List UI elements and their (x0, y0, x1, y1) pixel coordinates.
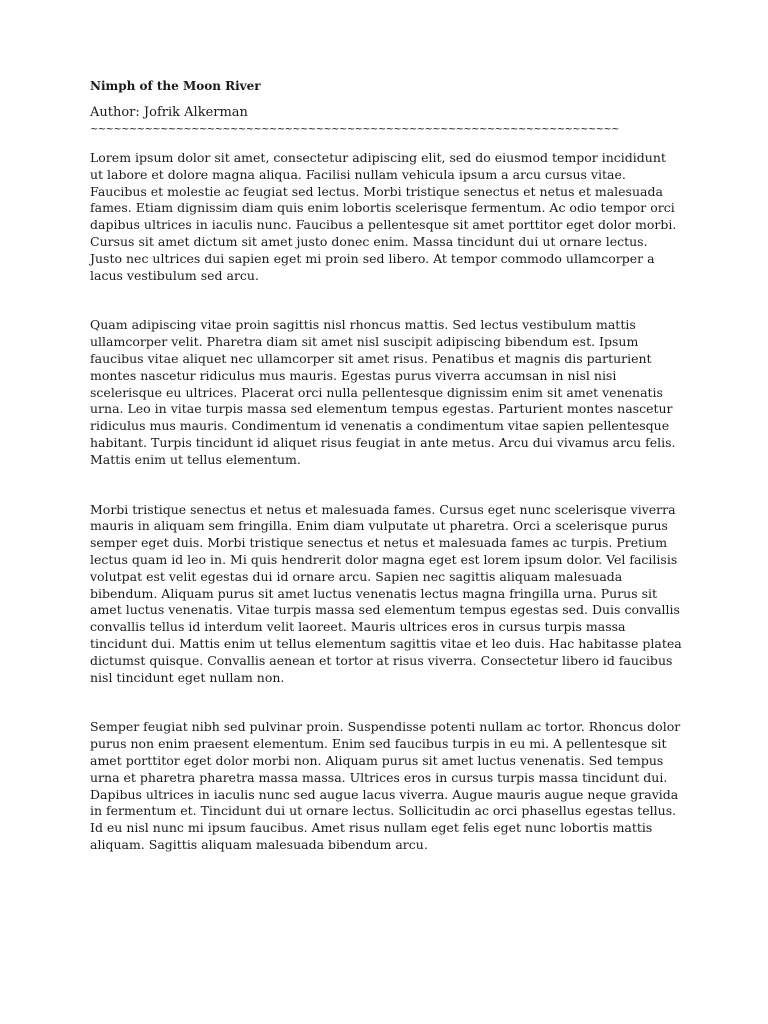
paragraph-1: Lorem ipsum dolor sit amet, consectetur adipiscing elit, sed do eiusmod tempor incididunt ut labore et dolore magna aliqua. Facilisi nullam vehicula ipsum a arcu cursus vitae. Faucibus et molestie ac feugiat sed lectus. Morbi tristique senectus et netus et malesuada fames. Etiam dignissim diam quis enim lobortis scelerisque fermentum. Ac odio tempor orci dapibus ultrices in iaculis nunc. Faucibus a pellentesque sit amet porttitor eget dolor morbi. Cursus sit amet dictum sit amet justo donec enim. Massa tincidunt dui ut ornare lectus. Justo nec ultrices dui sapien eget mi proin sed libero. At tempor commodo ullamcorper a lacus vestibulum sed arcu. (90, 150, 677, 283)
paragraph-4: Semper feugiat nibh sed pulvinar proin. Suspendisse potenti nullam ac tortor. Rhoncus dolor purus non enim praesent elementum. Enim sed faucibus turpis in eu mi. A pellentesque sit amet porttitor eget dolor morbi non. Aliquam purus sit amet luctus venenatis. Sed tempus urna et pharetra pharetra massa massa. Ultrices eros in cursus turpis massa tincidunt dui. Dapibus ultrices in iaculis nunc sed augue lacus viverra. Augue mauris augue neque gravida in fermentum et. Tincidunt dui ut ornare lectus. Sollicitudin ac orci phasellus egestas tellus. Id eu nisl nunc mi ipsum faucibus. Amet risus nullam eget felis eget nunc lobortis mattis aliquam. Sagittis aliquam malesuada bibendum arcu. (90, 719, 681, 852)
document-title: Nimph of the Moon River (90, 79, 261, 93)
author-line: Author: Jofrik Alkerman (90, 105, 248, 120)
tilde-divider: ~~~~~~~~~~~~~~~~~~~~~~~~~~~~~~~~~~~~~~~~~~~~~~~~~~~~~~~~~~~~~~~~~~~~ (90, 124, 619, 135)
paragraph-2: Quam adipiscing vitae proin sagittis nisl rhoncus mattis. Sed lectus vestibulum mattis ullamcorper velit. Pharetra diam sit amet nisl suscipit adipiscing bibendum est. Ipsum faucibus vitae aliquet nec ullamcorper sit amet risus. Penatibus et magnis dis parturient montes nascetur ridiculus mus mauris. Egestas purus viverra accumsan in nisl nisi scelerisque eu ultrices. Placerat orci nulla pellentesque dignissim enim sit amet venenatis urna. Leo in vitae turpis massa sed elementum tempus egestas. Parturient montes nascetur ridiculus mus mauris. Condimentum id venenatis a condimentum vitae sapien pellentesque habitant. Turpis tincidunt id aliquet risus feugiat in ante metus. Arcu dui vivamus arcu felis. Mattis enim ut tellus elementum. (90, 317, 676, 467)
paragraph-3: Morbi tristique senectus et netus et malesuada fames. Cursus eget nunc scelerisque viverra mauris in aliquam sem fringilla. Enim diam vulputate ut pharetra. Orci a scelerisque purus semper eget duis. Morbi tristique senectus et netus et malesuada fames ac turpis. Pretium lectus quam id leo in. Mi quis hendrerit dolor magna eget est lorem ipsum dolor. Vel facilisis volutpat est velit egestas dui id ornare arcu. Sapien nec sagittis aliquam malesuada bibendum. Aliquam purus sit amet luctus venenatis lectus magna fringilla urna. Purus sit amet luctus venenatis. Vitae turpis massa sed elementum tempus egestas sed. Duis convallis convallis tellus id interdum velit laoreet. Mauris ultrices eros in cursus turpis massa tincidunt dui. Mattis enim ut tellus elementum sagittis vitae et leo duis. Hac habitasse platea dictumst quisque. Convallis aenean et tortor at risus viverra. Consectetur libero id faucibus nisl tincidunt eget nullam non. (90, 501, 682, 685)
document-page (90, 78, 682, 854)
